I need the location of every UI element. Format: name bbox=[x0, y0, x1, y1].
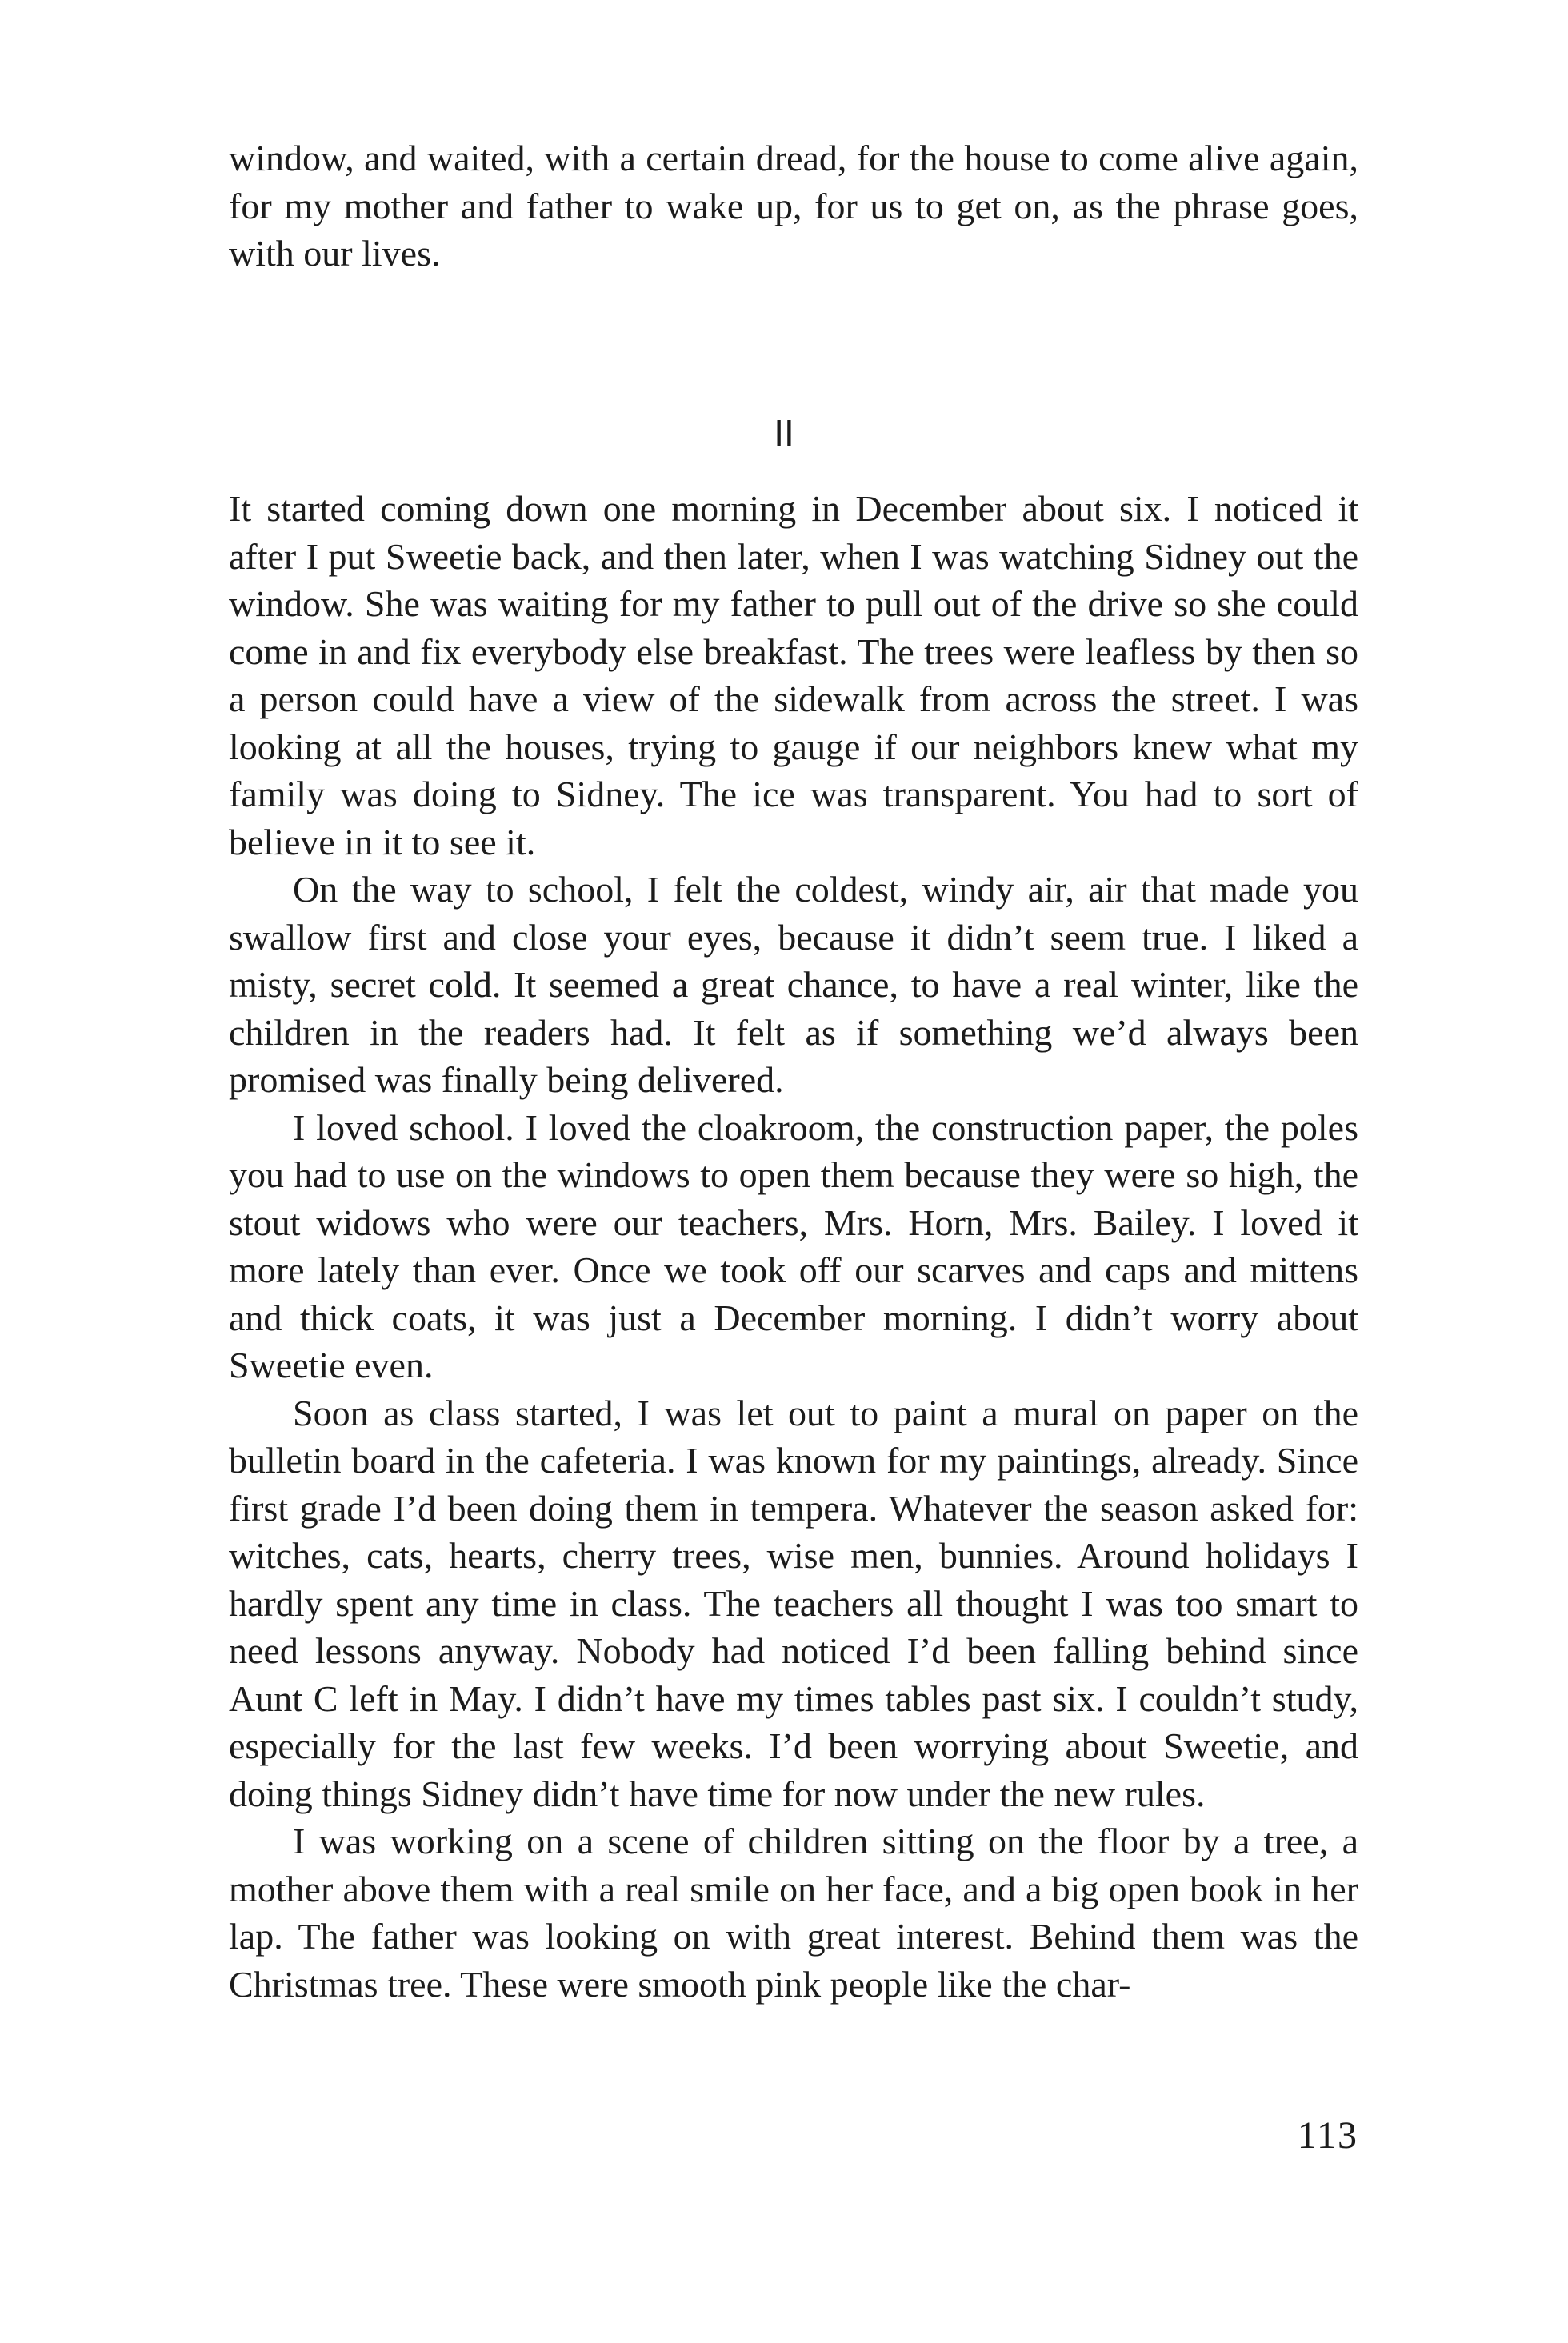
paragraph: It started coming down one morning in December about six. I noticed it after I put Sweetie back, and then later, when I was watching Sidney out the window. She was waiting for my father to pull out of the drive so she could come in and fix everybody else breakfast. The trees were leafless by then so a person could have a view of the sidewalk from across the street. I was looking at all the houses, trying to gauge if our neighbors knew what my family was doing to Sidney. The ice was transparent. You had to sort of believe in it to see it. bbox=[229, 488, 1358, 862]
opening-paragraph: window, and waited, with a certain dread, for the house to come alive again, for my mother and father to wake up, for us to get on, as the phrase goes, with our lives. bbox=[229, 138, 1358, 274]
section-body bbox=[229, 485, 1358, 2008]
paragraph: I was working on a scene of children sitting on the floor by a tree, a mother above them with a real smile on her face, and a big open book in her lap. The father was looking on with great interest. Behind them was the Christmas tree. These were smooth pink people like the char- bbox=[229, 1821, 1358, 2005]
page-number: 113 bbox=[1297, 2114, 1358, 2157]
paragraph: I loved school. I loved the cloakroom, the construction paper, the poles you had to use on the windows to open them because they were so high, the stout widows who were our teachers, Mrs. Horn, Mrs. Bailey. I loved it more lately than ever. Once we took off our scarves and caps and mittens and thick coats, it was just a December morning. I didn’t worry about Sweetie even. bbox=[229, 1106, 1358, 1385]
paragraph: On the way to school, I felt the coldest, windy air, air that made you swallow first and close your eyes, because it didn’t seem true. I liked a misty, secret cold. It seemed a great chance, to have a real winter, like the children in the readers had. It felt as if something we’d always been promised was finally being delivered. bbox=[229, 869, 1358, 1100]
paragraph: Soon as class started, I was let out to paint a mural on paper on the bulletin board in the cafeteria. I was known for my paintings, already. Since first grade I’d been doing them in tempera. Whatever the season asked for: witches, cats, hearts, cherry trees, wise men, bunnies. Around holidays I hardly spent any time in class. The teachers all thought I was too smart to need lessons anyway. Nobody had noticed I’d been falling behind since Aunt C left in May. I didn’t have my times tables past six. I couldn’t study, especially for the last few weeks. I’d been worrying about Sweetie, and doing things Sidney didn’t have time for now under the new rules. bbox=[229, 1392, 1358, 1814]
opening-text bbox=[229, 134, 1358, 278]
section-marker: II bbox=[774, 412, 794, 454]
